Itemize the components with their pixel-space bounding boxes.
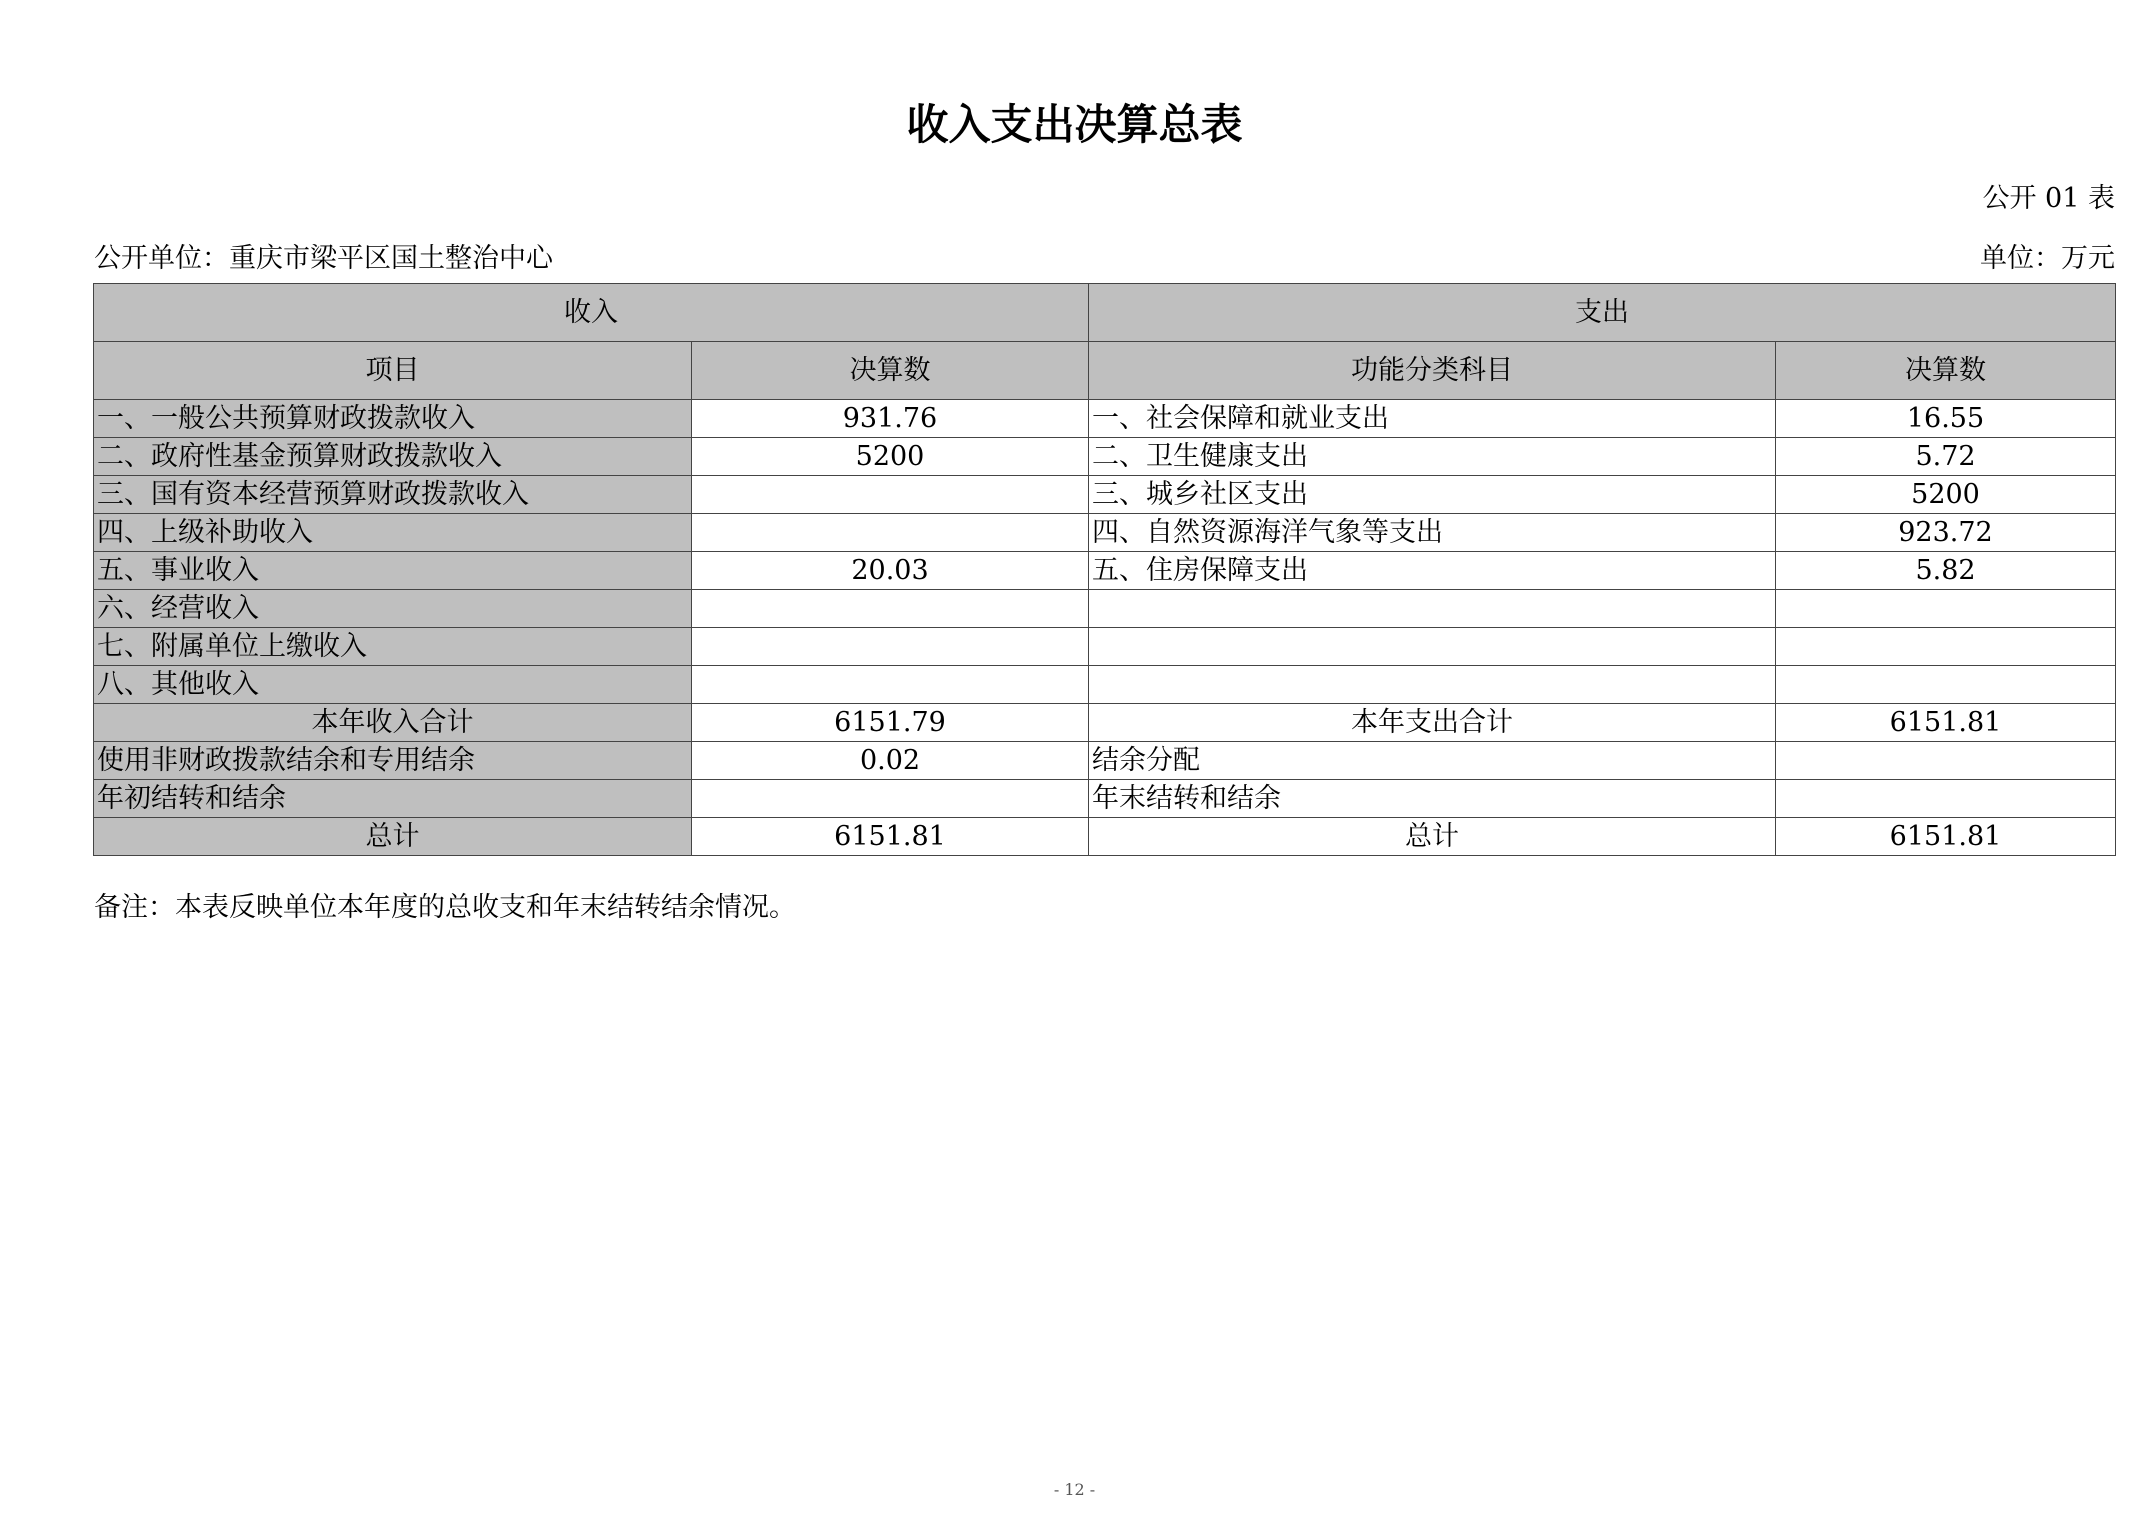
currency-unit: 单位：万元 bbox=[1980, 243, 2115, 274]
header-func-class: 功能分类科目 bbox=[1089, 342, 1776, 400]
expense-value: 16.55 bbox=[1776, 400, 2116, 438]
expense-value bbox=[1776, 666, 2116, 704]
expense-item bbox=[1089, 628, 1776, 666]
expense-item: 五、住房保障支出 bbox=[1089, 552, 1776, 590]
expense-value: 5.82 bbox=[1776, 552, 2116, 590]
income-value bbox=[692, 590, 1089, 628]
header-expense: 支出 bbox=[1089, 284, 2116, 342]
income-value: 0.02 bbox=[692, 742, 1089, 780]
expense-value bbox=[1776, 590, 2116, 628]
header-item: 项目 bbox=[94, 342, 692, 400]
expense-item bbox=[1089, 666, 1776, 704]
expense-value bbox=[1776, 780, 2116, 818]
page-number: - 12 - bbox=[1053, 1480, 1096, 1499]
income-value bbox=[692, 476, 1089, 514]
table-row bbox=[94, 438, 2116, 476]
expense-value: 923.72 bbox=[1776, 514, 2116, 552]
table-row bbox=[94, 400, 2116, 438]
year-total-row bbox=[94, 704, 2116, 742]
year-expense-total-value: 6151.81 bbox=[1776, 704, 2116, 742]
grand-income-total-value: 6151.81 bbox=[692, 818, 1089, 856]
expense-item: 四、自然资源海洋气象等支出 bbox=[1089, 514, 1776, 552]
grand-expense-total-value: 6151.81 bbox=[1776, 818, 2116, 856]
expense-item: 二、卫生健康支出 bbox=[1089, 438, 1776, 476]
page-title: 收入支出决算总表 bbox=[906, 100, 1243, 149]
income-value: 20.03 bbox=[692, 552, 1089, 590]
income-value bbox=[692, 666, 1089, 704]
header-amount: 决算数 bbox=[692, 342, 1089, 400]
grand-total-row bbox=[94, 818, 2116, 856]
income-item: 四、上级补助收入 bbox=[94, 514, 692, 552]
income-value bbox=[692, 628, 1089, 666]
expense-value: 5.72 bbox=[1776, 438, 2116, 476]
table-row bbox=[94, 780, 2116, 818]
income-item: 八、其他收入 bbox=[94, 666, 692, 704]
income-value: 5200 bbox=[692, 438, 1089, 476]
income-item: 一、一般公共预算财政拨款收入 bbox=[94, 400, 692, 438]
table-row bbox=[94, 742, 2116, 780]
expense-item: 结余分配 bbox=[1089, 742, 1776, 780]
header-amount-expense: 决算数 bbox=[1776, 342, 2116, 400]
income-item: 七、附属单位上缴收入 bbox=[94, 628, 692, 666]
expense-item: 一、社会保障和就业支出 bbox=[1089, 400, 1776, 438]
income-item: 六、经营收入 bbox=[94, 590, 692, 628]
income-value: 931.76 bbox=[692, 400, 1089, 438]
expense-item bbox=[1089, 590, 1776, 628]
header-income: 收入 bbox=[94, 284, 1089, 342]
income-expense-table bbox=[93, 283, 2116, 856]
expense-value bbox=[1776, 742, 2116, 780]
income-item: 使用非财政拨款结余和专用结余 bbox=[94, 742, 692, 780]
income-value bbox=[692, 514, 1089, 552]
table-note: 备注：本表反映单位本年度的总收支和年末结转结余情况。 bbox=[94, 892, 796, 923]
reporting-unit: 公开单位：重庆市梁平区国土整治中心 bbox=[94, 243, 553, 274]
table-row bbox=[94, 628, 2116, 666]
income-item: 三、国有资本经营预算财政拨款收入 bbox=[94, 476, 692, 514]
expense-item: 三、城乡社区支出 bbox=[1089, 476, 1776, 514]
table-row bbox=[94, 552, 2116, 590]
income-item: 二、政府性基金预算财政拨款收入 bbox=[94, 438, 692, 476]
income-item: 年初结转和结余 bbox=[94, 780, 692, 818]
header-row-sections bbox=[94, 284, 2116, 342]
header-row-columns bbox=[94, 342, 2116, 400]
year-income-total-label: 本年收入合计 bbox=[94, 704, 692, 742]
table-number: 公开 01 表 bbox=[1982, 183, 2115, 214]
expense-item: 年末结转和结余 bbox=[1089, 780, 1776, 818]
table-row bbox=[94, 514, 2116, 552]
income-value bbox=[692, 780, 1089, 818]
year-expense-total-label: 本年支出合计 bbox=[1089, 704, 1776, 742]
expense-value: 5200 bbox=[1776, 476, 2116, 514]
grand-expense-total-label: 总计 bbox=[1089, 818, 1776, 856]
income-item: 五、事业收入 bbox=[94, 552, 692, 590]
year-income-total-value: 6151.79 bbox=[692, 704, 1089, 742]
table-row bbox=[94, 476, 2116, 514]
grand-income-total-label: 总计 bbox=[94, 818, 692, 856]
table-row bbox=[94, 590, 2116, 628]
expense-value bbox=[1776, 628, 2116, 666]
table-row bbox=[94, 666, 2116, 704]
